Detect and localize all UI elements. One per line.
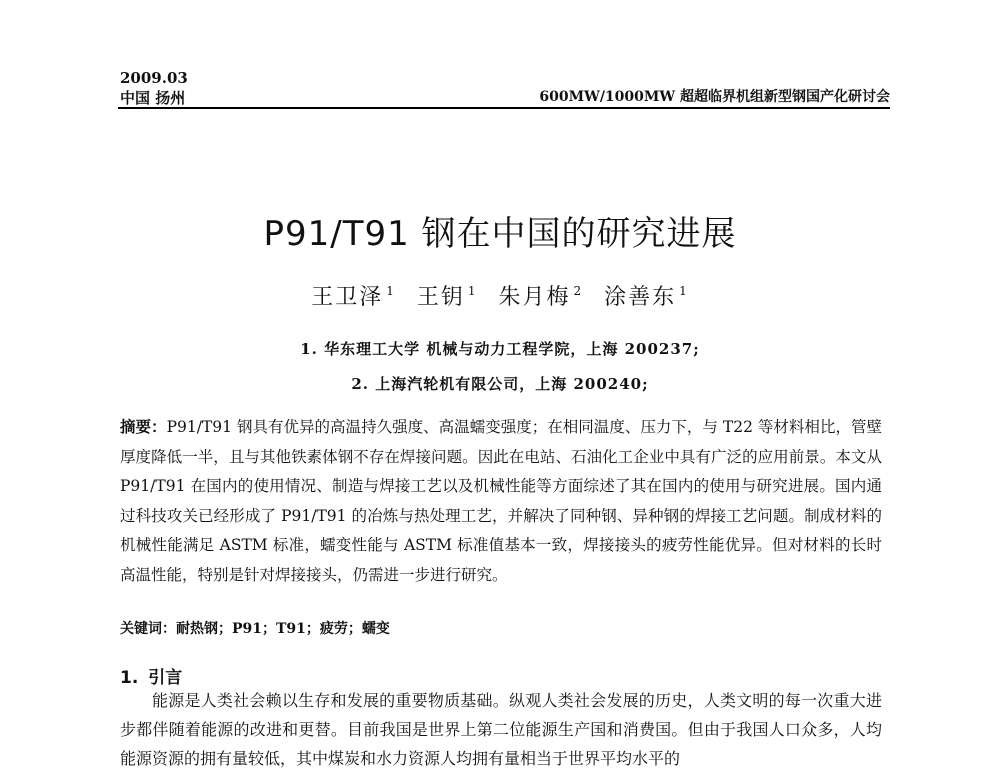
section-heading — [120, 663, 182, 688]
abstract-label: 摘要： — [120, 417, 167, 436]
author-affiliation-mark: 1 — [467, 284, 478, 298]
author-name: 涂善东 — [604, 285, 677, 310]
section-number: 1. — [120, 668, 139, 688]
author-list — [0, 280, 1000, 311]
header-date: 2009.03 — [120, 69, 188, 87]
section-body: 能源是人类社会赖以生存和发展的重要物质基础。纵观人类社会发展的历史，人类文明的每一次重大进步都伴随着能源的改进和更替。目前我国是世界上第二位能源生产国和消费国。但由于我国人口众多，人均能源资源的拥有量较低，其中煤炭和水力资源人均拥有量相当于世界平均水平的 — [120, 691, 882, 768]
author-affiliation-mark: 1 — [679, 284, 689, 298]
author-name: 王钥 — [416, 285, 465, 310]
affiliation-2: 2. 上海汽轮机有限公司，上海 200240; — [351, 375, 649, 393]
abstract — [120, 412, 882, 590]
abstract-text: P91/T91 钢具有优异的高温持久强度、高温蠕变强度；在相同温度、压力下，与 T22 等材料相比，管壁厚度降低一半，且与其他铁素体钢不存在焊接问题。因此在电站、石油化工企业中具有广泛的应用前景。本文从 P91/T91 在国内的使用情况、制造与焊接工艺以及机械性能等方面综述了其在国内的使用与研究进展。国内通过科技攻关已经形成了 P91/T91 的冶炼与热处理工艺，并解决了同种钢、异种钢的焊接工艺问题。制成材料的机械性能满足 ASTM 标准，蠕变性能与 ASTM 标准值基本一致，焊接接头的疲劳性能优异。但对材料的长时高温性能，特别是针对焊接接头，仍需进一步进行研究。 — [120, 418, 882, 584]
author-name: 朱月梅 — [498, 285, 571, 310]
author-name: 王卫泽 — [311, 285, 384, 310]
header-left — [120, 68, 188, 108]
author — [417, 280, 478, 311]
header-location: 中国 扬州 — [120, 89, 186, 107]
header-conference: 600MW/1000MW 超超临界机组新型钢国产化研讨会 — [539, 89, 890, 105]
header-rule — [118, 107, 890, 109]
author-affiliation-mark: 1 — [386, 284, 396, 298]
keywords — [120, 618, 390, 638]
author — [311, 280, 396, 311]
author-affiliation-mark: 2 — [573, 284, 584, 298]
keywords-label: 关键词： — [120, 621, 176, 637]
section-title: 引言 — [148, 668, 183, 688]
author — [604, 280, 689, 311]
author — [499, 280, 584, 311]
keywords-text: 耐热钢；P91；T91；疲劳；蠕变 — [176, 621, 390, 637]
affiliation-1: 1. 华东理工大学 机械与动力工程学院，上海 200237; — [300, 340, 700, 358]
paper-title: P91/T91 钢在中国的研究进展 — [263, 214, 737, 254]
